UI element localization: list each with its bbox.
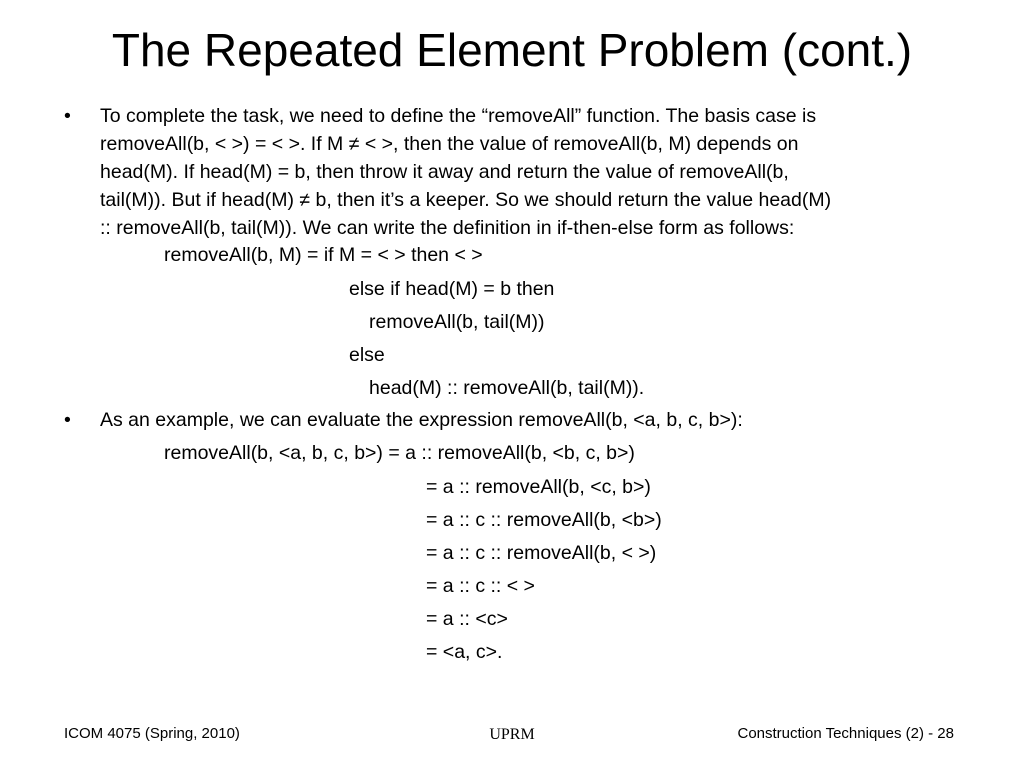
bullet-1-line-5: :: removeAll(b, tail(M)). We can write the definition in if-then-else form as follows: [100, 217, 795, 239]
definition-line-1: removeAll(b, M) = if M = < > then < > [164, 244, 483, 266]
evaluation-line-1: removeAll(b, <a, b, c, b>) = a :: removeAll(b, <b, c, b>) [164, 442, 635, 464]
definition-line-2: else if head(M) = b then [349, 278, 555, 300]
evaluation-line-5: = a :: c :: < > [426, 575, 535, 597]
bullet-1-line-1: To complete the task, we need to define the “removeAll” function. The basis case is [100, 105, 817, 127]
evaluation-line-4: = a :: c :: removeAll(b, < >) [426, 542, 657, 564]
evaluation-line-2: = a :: removeAll(b, <c, b>) [426, 476, 651, 498]
footer-slide-number: Construction Techniques (2) - 28 [737, 725, 954, 742]
footer-course: ICOM 4075 (Spring, 2010) [64, 725, 240, 742]
bullet-1-line-4: tail(M)). But if head(M) ≠ b, then it’s a keeper. So we should return the value head(M) [100, 189, 832, 211]
definition-line-5: head(M) :: removeAll(b, tail(M)). [369, 377, 645, 399]
evaluation-line-7: = <a, c>. [426, 641, 503, 663]
bullet-2-line-1: As an example, we can evaluate the expression removeAll(b, <a, b, c, b>): [100, 409, 743, 431]
bullet-marker: • [64, 105, 71, 127]
bullet-1-line-3: head(M). If head(M) = b, then throw it away and return the value of removeAll(b, [100, 161, 789, 183]
evaluation-line-6: = a :: <c> [426, 608, 508, 630]
evaluation-line-3: = a :: c :: removeAll(b, <b>) [426, 509, 662, 531]
definition-line-4: else [349, 344, 385, 366]
footer-institution: UPRM [489, 726, 535, 743]
bullet-1-line-2: removeAll(b, < >) = < >. If M ≠ < >, then the value of removeAll(b, M) depends on [100, 133, 799, 155]
slide-title: The Repeated Element Problem (cont.) [111, 24, 913, 76]
bullet-marker: • [64, 409, 71, 431]
bullet-text-1 [100, 102, 980, 242]
bullet-text-2 [100, 406, 980, 434]
definition-line-3: removeAll(b, tail(M)) [369, 311, 545, 333]
